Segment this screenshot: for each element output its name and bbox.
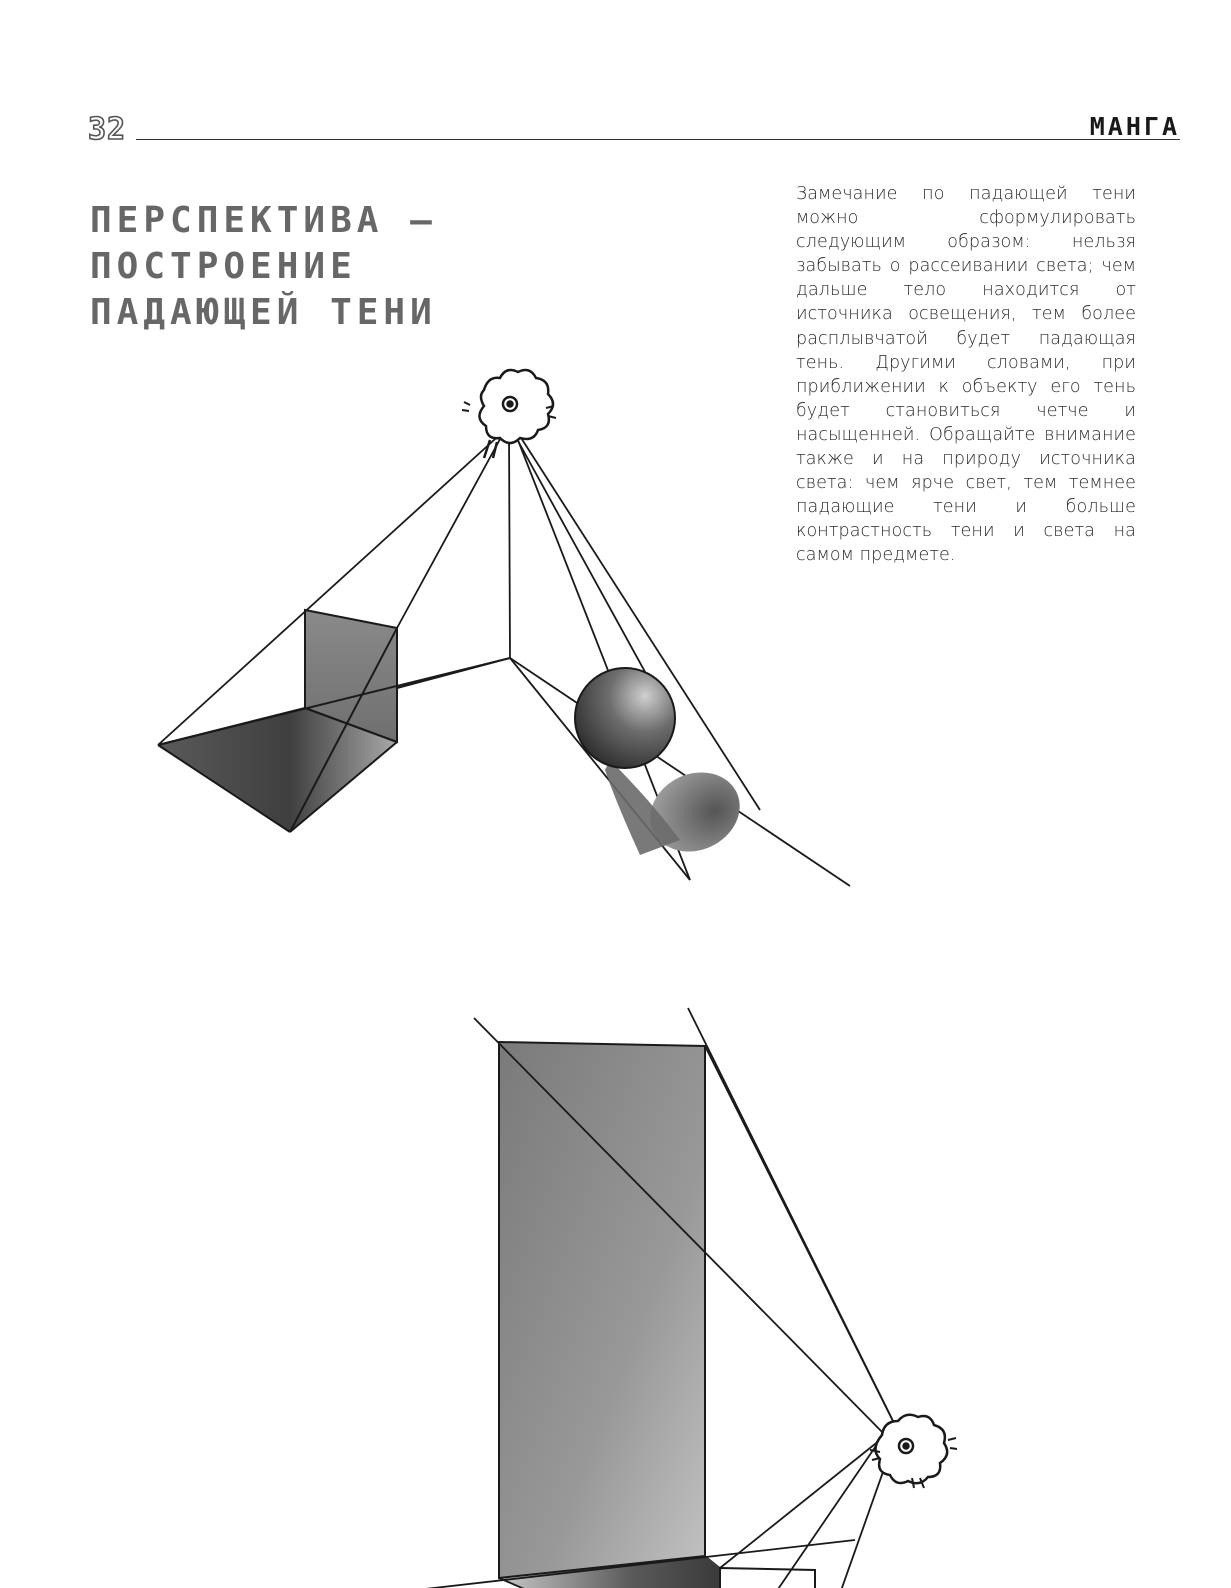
sphere (575, 668, 675, 768)
figure-bottom-drawing (0, 1000, 1231, 1588)
running-head: МАНГА (1089, 112, 1180, 141)
figure-bottom (0, 1000, 1231, 1588)
page-title: ПЕРСПЕКТИВА – ПОСТРОЕНИЕ ПАДАЮЩЕЙ ТЕНИ (90, 200, 437, 333)
page-number: 32 (88, 112, 127, 147)
body-paragraph: Замечание по падающей тени можно сформулировать следующим образом: нельзя забывать о рассеивании света; чем дальше тело находится от источника освещения, тем более расплывчатой будет падающая тень. Другими словами, при приближении к объекту его тень будет становиться четче и насыщенней. Обращайте внимание также и на природу источника света: чем ярче свет, тем темнее падающие тени и больше контрастность тени и света на самом предмете. (796, 184, 1136, 566)
vertical-plane (499, 1042, 705, 1578)
cube (720, 1568, 815, 1588)
sun-light-source-icon (870, 1415, 957, 1488)
